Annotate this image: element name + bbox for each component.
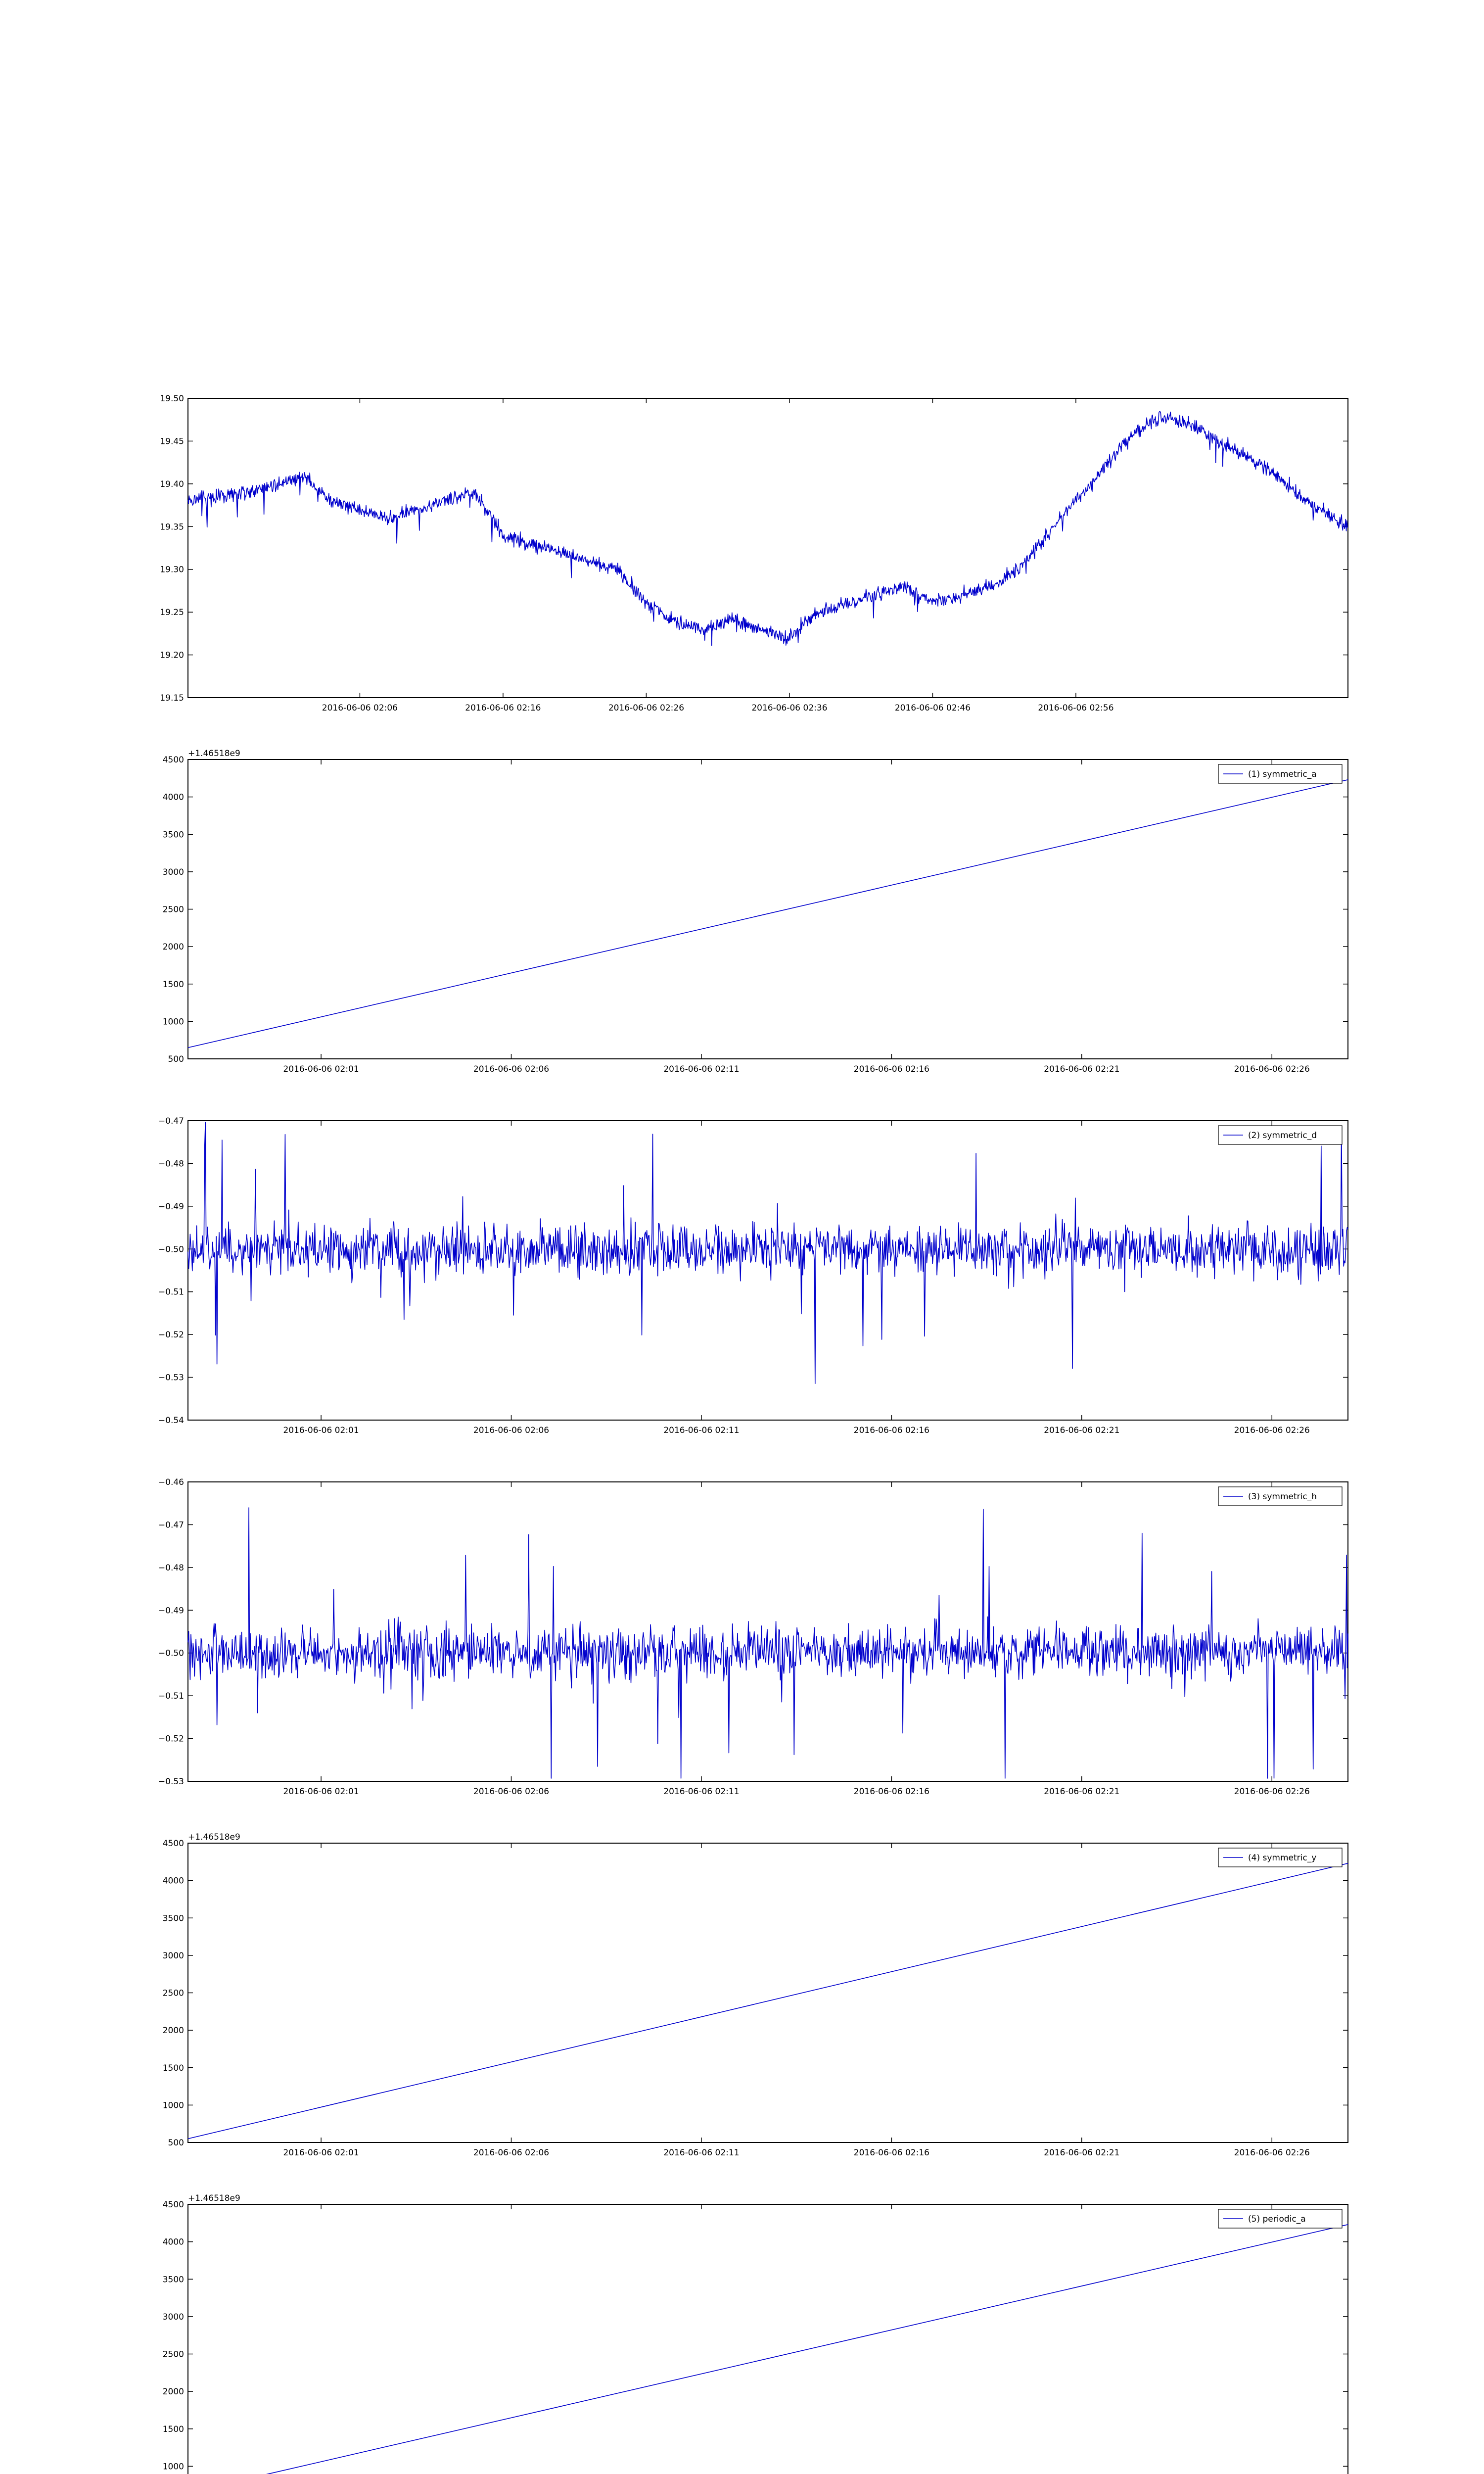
y-tick-label: 3000: [162, 867, 184, 877]
x-tick-label: 2016-06-06 02:46: [894, 703, 971, 713]
y-tick-label: 1000: [162, 2462, 184, 2472]
y-tick-label: 19.45: [160, 436, 184, 447]
y-tick-label: 19.20: [160, 650, 184, 661]
x-tick-label: 2016-06-06 02:21: [1044, 2148, 1120, 2158]
x-tick-label: 2016-06-06 02:21: [1044, 1426, 1120, 1435]
y-tick-label: 3000: [162, 2312, 184, 2322]
y-tick-label: 4000: [162, 2237, 184, 2247]
y-tick-label: 19.30: [160, 565, 184, 575]
x-tick-label: 2016-06-06 02:11: [663, 2148, 740, 2158]
x-tick-label: 2016-06-06 02:26: [1234, 2148, 1310, 2158]
legend-label: (5) periodic_a: [1248, 2214, 1306, 2224]
x-tick-label: 2016-06-06 02:16: [853, 1426, 929, 1435]
x-tick-label: 2016-06-06 02:06: [473, 1064, 550, 1074]
x-tick-label: 2016-06-06 02:21: [1044, 1787, 1120, 1797]
y-tick-label: 19.25: [160, 608, 184, 618]
y-tick-label: 2000: [162, 942, 184, 952]
x-tick-label: 2016-06-06 02:16: [853, 1064, 929, 1074]
y-tick-label: −0.46: [158, 1477, 184, 1487]
y-tick-label: −0.54: [158, 1416, 184, 1426]
x-tick-label: 2016-06-06 02:56: [1038, 703, 1114, 713]
y-tick-label: 3500: [162, 2275, 184, 2285]
y-tick-label: −0.50: [158, 1244, 184, 1255]
y-tick-label: 4000: [162, 1876, 184, 1886]
x-tick-label: 2016-06-06 02:01: [283, 1787, 359, 1797]
x-tick-label: 2016-06-06 02:16: [465, 703, 541, 713]
y-tick-label: 2000: [162, 2026, 184, 2036]
x-tick-label: 2016-06-06 02:21: [1044, 1064, 1120, 1074]
y-tick-label: 2500: [162, 2349, 184, 2360]
legend-label: (1) symmetric_a: [1248, 769, 1317, 779]
y-offset-label: +1.46518e9: [188, 749, 240, 759]
y-tick-label: 3500: [162, 830, 184, 840]
y-tick-label: 19.35: [160, 522, 184, 532]
y-tick-label: −0.47: [158, 1116, 184, 1126]
y-tick-label: 19.15: [160, 693, 184, 703]
y-tick-label: 4500: [162, 2200, 184, 2210]
y-tick-label: 1500: [162, 2424, 184, 2434]
y-tick-label: −0.50: [158, 1648, 184, 1659]
y-tick-label: −0.48: [158, 1563, 184, 1573]
legend: [1218, 764, 1342, 783]
x-tick-label: 2016-06-06 02:06: [473, 2148, 550, 2158]
y-tick-label: −0.49: [158, 1606, 184, 1616]
y-tick-label: 1000: [162, 2100, 184, 2111]
x-tick-label: 2016-06-06 02:01: [283, 1426, 359, 1435]
y-tick-label: −0.52: [158, 1734, 184, 1744]
x-tick-label: 2016-06-06 02:06: [322, 703, 398, 713]
y-tick-label: 2500: [162, 904, 184, 915]
x-tick-label: 2016-06-06 02:11: [663, 1064, 740, 1074]
y-tick-label: −0.53: [158, 1777, 184, 1787]
y-tick-label: −0.51: [158, 1287, 184, 1297]
x-tick-label: 2016-06-06 02:11: [663, 1426, 740, 1435]
y-tick-label: 19.40: [160, 479, 184, 489]
x-tick-label: 2016-06-06 02:06: [473, 1426, 550, 1435]
y-tick-label: 500: [168, 2138, 184, 2148]
y-tick-label: 1500: [162, 2063, 184, 2073]
y-tick-label: 4500: [162, 755, 184, 765]
y-tick-label: 4500: [162, 1839, 184, 1849]
y-tick-label: −0.53: [158, 1373, 184, 1383]
legend: [1218, 1487, 1342, 1506]
y-tick-label: 3500: [162, 1913, 184, 1924]
y-tick-label: −0.51: [158, 1691, 184, 1702]
y-offset-label: +1.46518e9: [188, 2193, 240, 2203]
x-tick-label: 2016-06-06 02:11: [663, 1787, 740, 1797]
x-tick-label: 2016-06-06 02:16: [853, 2148, 929, 2158]
y-tick-label: 2500: [162, 1988, 184, 1998]
legend: [1218, 1848, 1342, 1867]
y-tick-label: −0.47: [158, 1520, 184, 1530]
x-tick-label: 2016-06-06 02:26: [1234, 1426, 1310, 1435]
x-tick-label: 2016-06-06 02:01: [283, 2148, 359, 2158]
legend-label: (2) symmetric_d: [1248, 1131, 1317, 1141]
y-tick-label: 1000: [162, 1017, 184, 1027]
y-tick-label: −0.48: [158, 1159, 184, 1169]
y-tick-label: −0.52: [158, 1330, 184, 1340]
y-tick-label: 3000: [162, 1951, 184, 1961]
legend: [1218, 2209, 1342, 2228]
x-tick-label: 2016-06-06 02:26: [608, 703, 685, 713]
y-tick-label: −0.49: [158, 1201, 184, 1212]
y-tick-label: 19.50: [160, 394, 184, 404]
y-offset-label: +1.46518e9: [188, 1832, 240, 1842]
x-tick-label: 2016-06-06 02:16: [853, 1787, 929, 1797]
x-tick-label: 2016-06-06 02:36: [751, 703, 828, 713]
x-tick-label: 2016-06-06 02:01: [283, 1064, 359, 1074]
x-tick-label: 2016-06-06 02:26: [1234, 1787, 1310, 1797]
legend-label: (3) symmetric_h: [1248, 1492, 1317, 1502]
legend-label: (4) symmetric_y: [1248, 1853, 1317, 1863]
x-tick-label: 2016-06-06 02:06: [473, 1787, 550, 1797]
y-tick-label: 1500: [162, 979, 184, 990]
y-tick-label: 4000: [162, 792, 184, 803]
x-tick-label: 2016-06-06 02:26: [1234, 1064, 1310, 1074]
legend: [1218, 1126, 1342, 1144]
y-tick-label: 500: [168, 1054, 184, 1064]
y-tick-label: 2000: [162, 2387, 184, 2397]
